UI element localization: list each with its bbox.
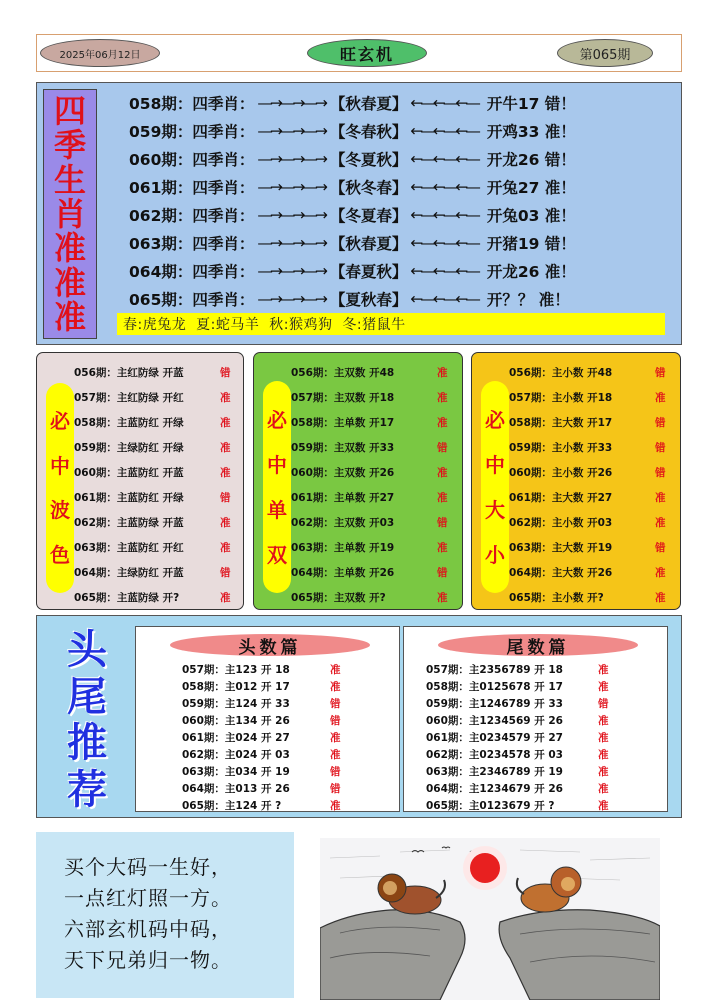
poem-box	[36, 832, 294, 998]
seasons-rows	[129, 89, 679, 313]
lions-on-cliffs-illustration	[320, 838, 660, 1000]
header-bar	[36, 34, 682, 72]
season-row	[129, 145, 679, 173]
wave-line-text: 061期：主蓝防红 开绿	[74, 492, 184, 504]
odd-result: 准	[437, 492, 448, 504]
head-tail-vertical-title	[47, 627, 127, 813]
head-line-text: 059期：主124 开 33	[182, 698, 290, 710]
left-arrow-icon: ←—←—←—	[410, 290, 478, 308]
big-result: 错	[655, 542, 666, 554]
big-line-text: 056期：主小数 开48	[509, 367, 613, 379]
tail-result: 准	[598, 681, 609, 693]
left-arrow-icon: ←—←—←—	[410, 178, 478, 196]
big-line-text: 057期：主小数 开18	[509, 392, 613, 404]
wave-line	[74, 460, 242, 485]
season-row	[129, 257, 679, 285]
big-result: 错	[655, 367, 666, 379]
odd-line-text: 064期：主单数 开26	[291, 567, 395, 579]
head-line	[182, 729, 396, 746]
right-arrow-icon: —→—→—→	[257, 122, 325, 140]
tail-line	[426, 661, 640, 678]
wave-line-text: 062期：主蓝防绿 开蓝	[74, 517, 184, 529]
ht-title-char: 头	[67, 627, 107, 673]
wave-title-char: 色	[50, 542, 70, 567]
odd-line-text: 062期：主双数 开03	[291, 517, 395, 529]
odd-line	[291, 535, 459, 560]
head-line	[182, 746, 396, 763]
head-line	[182, 695, 396, 712]
tail-line	[426, 763, 640, 780]
page-title: 旺玄机	[307, 39, 427, 67]
head-result: 准	[330, 681, 341, 693]
seasons-title-char: 四	[53, 92, 86, 131]
wave-result: 错	[220, 492, 231, 504]
odd-line	[291, 360, 459, 385]
wave-line	[74, 410, 242, 435]
left-arrow-icon: ←—←—←—	[410, 150, 478, 168]
season-period: 060期：	[129, 151, 193, 169]
big-line-text: 063期：主大数 开19	[509, 542, 613, 554]
odd-line	[291, 410, 459, 435]
left-arrow-icon: ←—←—←—	[410, 234, 478, 252]
tail-result: 准	[598, 664, 609, 676]
wave-line	[74, 560, 242, 585]
big-result: 准	[655, 567, 666, 579]
seasons-title-char: 生	[53, 160, 86, 199]
left-arrow-icon: ←—←—←—	[410, 206, 478, 224]
big-title-char: 大	[485, 497, 505, 522]
big-line	[509, 360, 677, 385]
head-result: 错	[330, 783, 341, 795]
head-line-text: 062期：主024 开 03	[182, 749, 290, 761]
wave-result: 错	[220, 567, 231, 579]
season-result: 开？？ 准！	[486, 291, 570, 309]
seasons-title-char: 准	[53, 297, 86, 336]
head-result: 准	[330, 749, 341, 761]
wave-color-box	[36, 352, 244, 610]
tail-number-panel	[403, 626, 668, 812]
season-label: 四季肖：	[192, 263, 255, 281]
issue-badge: 第065期	[557, 39, 653, 67]
big-line	[509, 435, 677, 460]
big-line-text: 062期：主小数 开03	[509, 517, 613, 529]
head-line	[182, 797, 396, 814]
season-period: 065期：	[129, 291, 193, 309]
head-panel-lines	[182, 661, 396, 814]
head-result: 准	[330, 800, 341, 812]
odd-result: 准	[437, 592, 448, 604]
ht-title-char: 尾	[67, 673, 107, 720]
wave-line-text: 064期：主绿防红 开蓝	[74, 567, 184, 579]
season-pick: 【春夏秋】	[329, 263, 408, 281]
odd-result: 准	[437, 417, 448, 429]
head-result: 准	[330, 732, 341, 744]
odd-line	[291, 585, 459, 610]
odd-line-text: 058期：主单数 开17	[291, 417, 395, 429]
big-line	[509, 385, 677, 410]
head-line-text: 058期：主012 开 17	[182, 681, 290, 693]
season-label: 四季肖：	[192, 179, 255, 197]
odd-line	[291, 385, 459, 410]
poem-line: 买个大码一生好，	[64, 855, 232, 879]
tail-line	[426, 712, 640, 729]
big-line-text: 060期：主小数 开26	[509, 467, 613, 479]
big-line	[509, 485, 677, 510]
tail-line-text: 064期：主1234679 开 26	[426, 783, 563, 795]
wave-title-char: 必	[50, 409, 70, 434]
season-label: 四季肖：	[192, 235, 255, 253]
tail-panel-title: 尾数篇	[438, 634, 638, 656]
season-pick: 【秋春夏】	[329, 235, 408, 253]
left-arrow-icon: ←—←—←—	[410, 262, 478, 280]
odd-result: 准	[437, 467, 448, 479]
head-result: 错	[330, 766, 341, 778]
tail-result: 准	[598, 800, 609, 812]
season-label: 四季肖：	[192, 95, 255, 113]
right-arrow-icon: —→—→—→	[257, 150, 325, 168]
wave-line	[74, 585, 242, 610]
head-panel-title: 头数篇	[170, 634, 370, 656]
head-result: 错	[330, 698, 341, 710]
season-result: 开猪19 错！	[486, 235, 576, 253]
big-line	[509, 585, 677, 610]
wave-result: 准	[220, 517, 231, 529]
head-line-text: 061期：主024 开 27	[182, 732, 290, 744]
odd-box-lines	[291, 360, 459, 610]
wave-title-char: 波	[50, 498, 70, 523]
head-line	[182, 678, 396, 695]
odd-line	[291, 460, 459, 485]
big-result: 错	[655, 467, 666, 479]
big-line-text: 064期：主大数 开26	[509, 567, 613, 579]
wave-line-text: 059期：主绿防红 开绿	[74, 442, 184, 454]
seasons-title-char: 肖	[53, 194, 86, 233]
big-line-text: 065期：主小数 开?	[509, 592, 604, 604]
seasons-legend: 春:虎兔龙 夏:蛇马羊 秋:猴鸡狗 冬:猪鼠牛	[117, 313, 665, 335]
odd-even-box	[253, 352, 463, 610]
seasons-title-char: 准	[53, 263, 86, 302]
odd-line-text: 065期：主双数 开?	[291, 592, 386, 604]
big-title-char: 必	[485, 407, 505, 432]
wave-result: 准	[220, 467, 231, 479]
wave-line-text: 065期：主蓝防绿 开?	[74, 592, 180, 604]
odd-line	[291, 510, 459, 535]
left-arrow-icon: ←—←—←—	[410, 94, 478, 112]
odd-line	[291, 435, 459, 460]
season-result: 开兔03 准！	[486, 207, 576, 225]
big-line	[509, 535, 677, 560]
odd-line-text: 061期：主单数 开27	[291, 492, 395, 504]
odd-result: 错	[437, 442, 448, 454]
big-result: 错	[655, 442, 666, 454]
odd-line-text: 063期：主单数 开19	[291, 542, 395, 554]
head-line-text: 063期：主034 开 19	[182, 766, 290, 778]
season-period: 058期：	[129, 95, 193, 113]
right-arrow-icon: —→—→—→	[257, 234, 325, 252]
odd-result: 准	[437, 367, 448, 379]
head-result: 错	[330, 715, 341, 727]
tail-line	[426, 695, 640, 712]
left-cliff	[320, 910, 465, 1000]
wave-line-text: 060期：主蓝防红 开蓝	[74, 467, 184, 479]
big-result: 准	[655, 517, 666, 529]
head-line-text: 060期：主134 开 26	[182, 715, 290, 727]
wave-line-text: 057期：主红防绿 开红	[74, 392, 184, 404]
right-arrow-icon: —→—→—→	[257, 290, 325, 308]
big-line	[509, 560, 677, 585]
odd-line-text: 059期：主双数 开33	[291, 442, 395, 454]
big-line	[509, 510, 677, 535]
wave-line-text: 056期：主红防绿 开蓝	[74, 367, 184, 379]
season-pick: 【冬夏春】	[329, 207, 408, 225]
big-result: 准	[655, 492, 666, 504]
season-result: 开兔27 准！	[486, 179, 576, 197]
head-result: 准	[330, 664, 341, 676]
season-period: 059期：	[129, 123, 193, 141]
tail-line	[426, 729, 640, 746]
season-result: 开龙26 错！	[486, 151, 576, 169]
season-row	[129, 229, 679, 257]
wave-title-char: 中	[50, 453, 70, 478]
seasons-vertical-title	[43, 89, 97, 339]
head-line-text: 064期：主013 开 26	[182, 783, 290, 795]
season-result: 开鸡33 准！	[486, 123, 576, 141]
right-arrow-icon: —→—→—→	[257, 262, 325, 280]
big-box-lines	[509, 360, 677, 610]
wave-result: 准	[220, 417, 231, 429]
wave-result: 准	[220, 542, 231, 554]
tail-result: 准	[598, 715, 609, 727]
wave-line	[74, 385, 242, 410]
season-label: 四季肖：	[192, 291, 255, 309]
tail-line-text: 058期：主0125678 开 17	[426, 681, 563, 693]
odd-title-char: 必	[267, 407, 287, 432]
head-line	[182, 763, 396, 780]
season-result: 开牛17 错！	[486, 95, 576, 113]
season-pick: 【冬夏秋】	[329, 151, 408, 169]
wave-line	[74, 535, 242, 560]
wave-box-vertical-title	[46, 383, 74, 593]
season-pick: 【冬春秋】	[329, 123, 408, 141]
tail-result: 准	[598, 749, 609, 761]
season-period: 061期：	[129, 179, 193, 197]
head-line-text: 057期：主123 开 18	[182, 664, 290, 676]
poem-line: 六部玄机码中码，	[64, 917, 232, 941]
odd-result: 错	[437, 517, 448, 529]
right-arrow-icon: —→—→—→	[257, 178, 325, 196]
odd-title-char: 单	[267, 497, 287, 522]
wave-line	[74, 485, 242, 510]
head-number-panel	[135, 626, 400, 812]
head-tail-section	[36, 615, 682, 818]
seasons-title-char: 准	[53, 229, 86, 268]
tail-line	[426, 746, 640, 763]
wave-result: 准	[220, 442, 231, 454]
big-result: 准	[655, 592, 666, 604]
season-row	[129, 173, 679, 201]
season-pick: 【夏秋春】	[329, 291, 408, 309]
big-title-char: 小	[485, 542, 505, 567]
tail-result: 准	[598, 766, 609, 778]
season-row	[129, 201, 679, 229]
big-result: 错	[655, 417, 666, 429]
big-line-text: 058期：主大数 开17	[509, 417, 613, 429]
tail-panel-lines	[426, 661, 640, 814]
big-box-vertical-title	[481, 381, 509, 593]
poem-line: 天下兄弟归一物。	[64, 948, 232, 972]
wave-box-lines	[74, 360, 242, 610]
season-label: 四季肖：	[192, 123, 255, 141]
tail-line-text: 061期：主0234579 开 27	[426, 732, 563, 744]
tail-result: 准	[598, 732, 609, 744]
odd-line-text: 056期：主双数 开48	[291, 367, 395, 379]
odd-title-char: 双	[267, 542, 287, 567]
odd-line-text: 060期：主双数 开26	[291, 467, 395, 479]
big-line	[509, 410, 677, 435]
odd-box-vertical-title	[263, 381, 291, 593]
tail-line-text: 062期：主0234578 开 03	[426, 749, 563, 761]
odd-result: 错	[437, 567, 448, 579]
wave-result: 错	[220, 367, 231, 379]
right-arrow-icon: —→—→—→	[257, 94, 325, 112]
head-line	[182, 780, 396, 797]
season-pick: 【秋冬春】	[329, 179, 408, 197]
big-title-char: 中	[485, 452, 505, 477]
wave-result: 准	[220, 592, 231, 604]
wave-line-text: 058期：主蓝防红 开绿	[74, 417, 184, 429]
season-pick: 【秋春夏】	[329, 95, 408, 113]
seasons-section	[36, 82, 682, 345]
season-period: 062期：	[129, 207, 193, 225]
season-label: 四季肖：	[192, 151, 255, 169]
odd-line	[291, 485, 459, 510]
season-row	[129, 285, 679, 313]
odd-line-text: 057期：主双数 开18	[291, 392, 395, 404]
right-arrow-icon: —→—→—→	[257, 206, 325, 224]
tail-line	[426, 797, 640, 814]
wave-result: 准	[220, 392, 231, 404]
big-line	[509, 460, 677, 485]
head-line	[182, 712, 396, 729]
big-line-text: 059期：主小数 开33	[509, 442, 613, 454]
seasons-title-char: 季	[53, 126, 86, 165]
season-result: 开龙26 准！	[486, 263, 576, 281]
ht-title-char: 荐	[67, 766, 107, 813]
season-label: 四季肖：	[192, 207, 255, 225]
right-cliff	[499, 910, 660, 1000]
tail-line-text: 059期：主1246789 开 33	[426, 698, 563, 710]
head-line	[182, 661, 396, 678]
big-result: 准	[655, 392, 666, 404]
season-period: 064期：	[129, 263, 193, 281]
tail-result: 准	[598, 783, 609, 795]
tail-line	[426, 780, 640, 797]
left-arrow-icon: ←—←—←—	[410, 122, 478, 140]
head-line-text: 065期：主124 开 ?	[182, 800, 282, 812]
wave-line	[74, 510, 242, 535]
season-row	[129, 89, 679, 117]
sun-icon	[463, 846, 507, 890]
big-line-text: 061期：主大数 开27	[509, 492, 613, 504]
ht-title-char: 推	[67, 720, 107, 767]
season-row	[129, 117, 679, 145]
wave-line	[74, 360, 242, 385]
odd-result: 准	[437, 542, 448, 554]
odd-title-char: 中	[267, 452, 287, 477]
tail-line-text: 065期：主0123679 开 ?	[426, 800, 555, 812]
odd-result: 准	[437, 392, 448, 404]
date-badge: 2025年06月12日	[40, 39, 160, 67]
odd-line	[291, 560, 459, 585]
wave-line-text: 063期：主蓝防红 开红	[74, 542, 184, 554]
tail-line	[426, 678, 640, 695]
tail-result: 错	[598, 698, 609, 710]
big-small-box	[471, 352, 681, 610]
tail-line-text: 057期：主2356789 开 18	[426, 664, 563, 676]
poem-line: 一点红灯照一方。	[64, 886, 232, 910]
season-period: 063期：	[129, 235, 193, 253]
tail-line-text: 063期：主2346789 开 19	[426, 766, 563, 778]
wave-line	[74, 435, 242, 460]
tail-line-text: 060期：主1234569 开 26	[426, 715, 563, 727]
